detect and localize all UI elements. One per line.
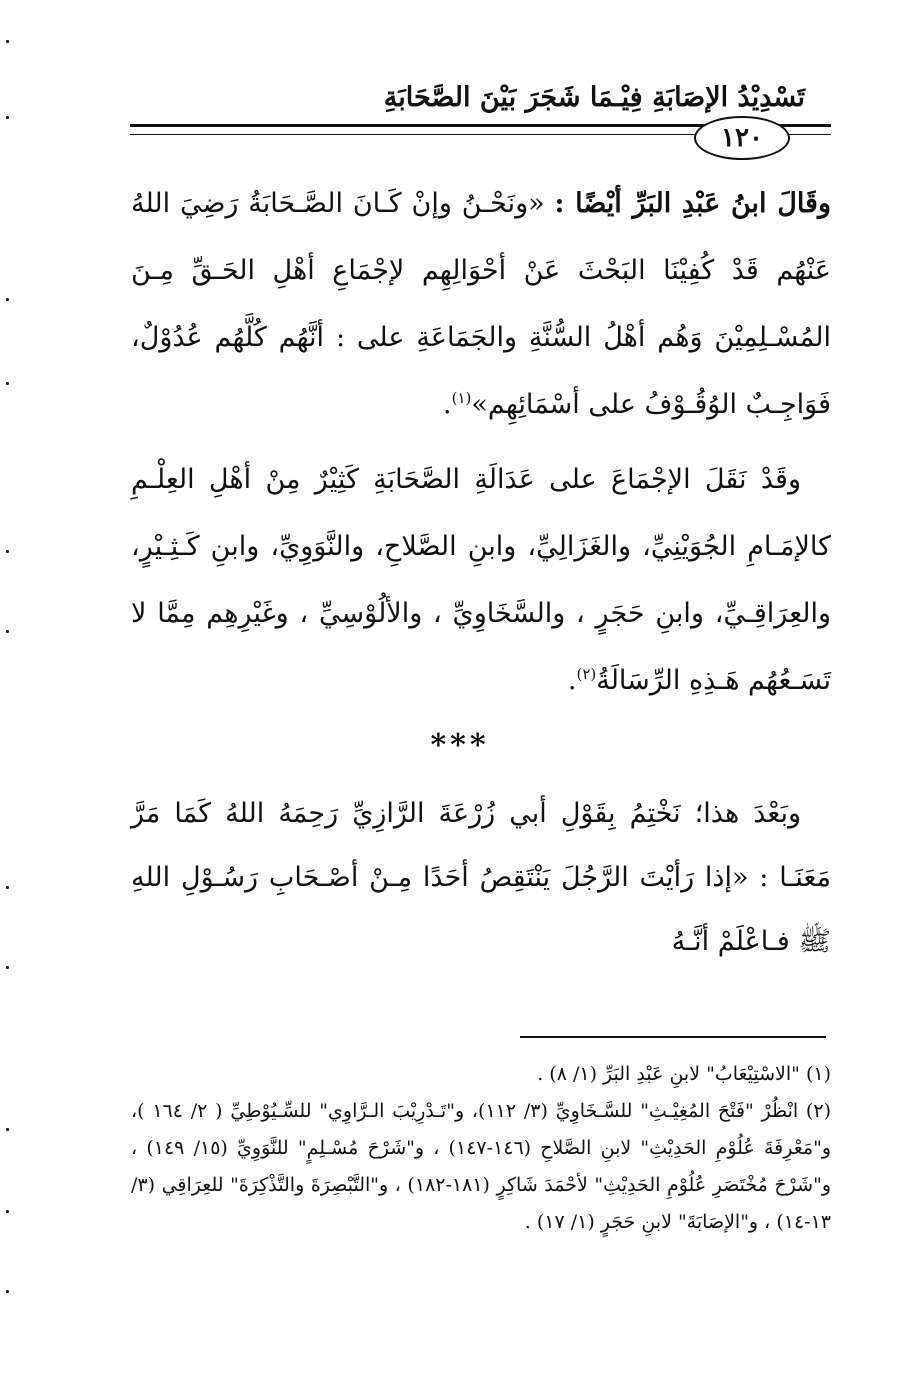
main-text-continued	[131, 782, 831, 974]
paragraph-1-end: .	[443, 389, 452, 420]
page-number: ١٢٠	[694, 116, 790, 160]
paragraph-1-text: «ونَحْـنُ وإنْ كَـانَ الصَّـحَابَةُ رَضِيَ اللهُ عَنْهُم قَدْ كُفِيْنَا البَحْثَ عَنْ أحْوَالِهِم لإجْمَاعِ أهْلِ الحَـقِّ مِـنَ المُسْـلِمِيْنَ وَهُم أهْلُ السُّنَّةِ والجَمَاعَةِ على : أنَّهُم كُلَّهُم عُدُوْلٌ، فَوَاجِـبٌ الوُقُـوْفُ على أسْمَائِهِم»	[131, 188, 831, 420]
footnotes	[131, 1056, 831, 1241]
footnote-2: (٢) انْظُرْ "فَتْحَ المُغِيْـثِ" للسَّـخَاوِيِّ (٣/ ١١٢)، و"تَـدْرِيْبَ الـرَّاوِي" للسِّـيُوْطِيِّ ( ٢/ ١٦٤ )، و"مَعْرِفَةَ عُلُوْمِ الحَدِيْثِ" لابنِ الصَّلاحِ (١٤٦-١٤٧) ، و"شَرْحَ مُسْـلِمٍ" للنَّوَوِيِّ (١٥/ ١٤٩) ، و"شَرْحَ مُخْتَصَرِ عُلُوْمِ الحَدِيْثِ" لأحْمَدَ شَاكِرٍ (١٨١-١٨٢) ، و"التَّبْصِرَةَ والتَّذْكِرَةَ" للعِرَاقِي (٣/ ١٣-١٤) ، و"الإصَابَةَ" لابنِ حَجَرٍ (١/ ١٧) .	[131, 1100, 831, 1233]
footnote-ref-1: (١)	[451, 389, 472, 407]
footnote-ref-2: (٢)	[576, 665, 597, 683]
paragraph-1	[131, 170, 831, 438]
paragraph-3: وبَعْدَ هذا؛ نَخْتِمُ بِقَوْلِ أبي زُرْعَةَ الرَّازِيِّ رَحِمَهُ اللهُ كَمَا مَرَّ مَعَنَـا : «إذا رَأيْتَ الرَّجُلَ يَنْتَقِصُ أحَدًا مِـنْ أصْـحَابِ رَسُـوْلِ اللهِ ﷺ فـاعْلَمْ أنَّـهُ	[131, 798, 831, 957]
paragraph-2	[131, 446, 831, 714]
scan-margin-mark	[6, 630, 9, 633]
footnote-1: (١) "الاسْتِيْعَابُ" لابنِ عَبْدِ البَرِّ (١/ ٨) .	[537, 1063, 831, 1085]
scan-margin-mark	[6, 116, 9, 119]
scan-margin-mark	[6, 1290, 9, 1293]
paragraph-2-end: .	[567, 665, 577, 696]
footnote-separator-rule	[520, 1036, 826, 1038]
scan-margin-mark	[6, 382, 9, 385]
scan-margin-mark	[6, 1128, 9, 1131]
section-separator: ***	[430, 728, 490, 763]
running-header-title: تَسْدِيْدُ الإصَابَةِ فِيْـمَا شَجَرَ بَيْنَ الصَّحَابَةِ	[383, 82, 805, 113]
scan-margin-mark	[6, 966, 9, 969]
scan-margin-mark	[6, 550, 9, 553]
main-text	[131, 170, 831, 714]
scan-margin-mark	[6, 298, 9, 301]
scan-margin-mark	[6, 40, 9, 43]
scan-margin-mark	[6, 886, 9, 889]
paragraph-2-text: وقَدْ نَقَلَ الإجْمَاعَ على عَدَالَةِ الصَّحَابَةِ كَثِيْرٌ مِنْ أهْلِ العِلْـمِ كالإمَـامِ الجُوَيْنِيِّ، والغَزَالِيِّ، وابنِ الصَّلاحِ، والنَّوَوِيِّ، وابنِ كَـثِـيْرٍ، والعِرَاقِـيِّ، وابنِ حَجَرٍ ، والسَّخَاوِيِّ ، والألُوْسِيِّ ، وغَيْرِهِم مِمَّا لا تَسَـعُهُم هَـذِهِ الرِّسَالَةُ	[131, 464, 831, 696]
scan-margin-mark	[6, 1210, 9, 1213]
paragraph-1-lead: وقَالَ ابنُ عَبْدِ البَرِّ أيْضًا :	[554, 188, 831, 219]
